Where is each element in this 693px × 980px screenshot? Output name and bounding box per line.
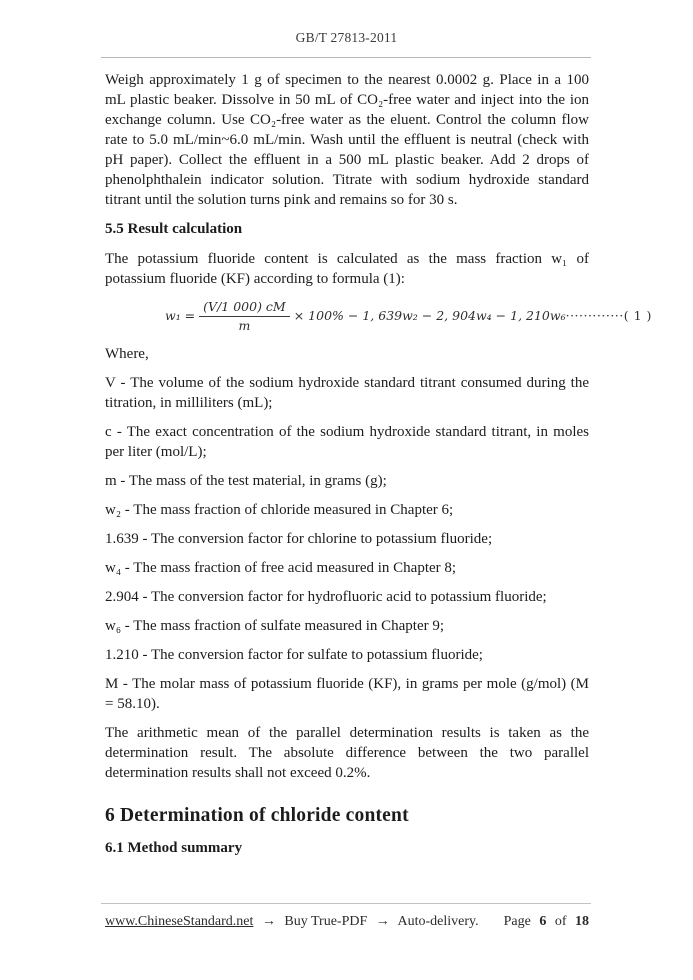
doc-number: GB/T 27813-2011 (295, 30, 398, 45)
heading-5-5: 5.5 Result calculation (105, 221, 243, 237)
footer-source-line (105, 914, 479, 930)
page-label: Page (503, 914, 531, 929)
formula-fraction (199, 298, 290, 334)
footer-delivery-label: Auto-delivery. (397, 914, 479, 929)
paragraph-mean: The arithmetic mean of the parallel determination results is taken as the determination result. The absolute difference between the two parallel determination results shall not exceed 0.2%. (105, 725, 589, 781)
page-of-label: of (554, 914, 567, 929)
definition-w2: w₂ - The mass fraction of chloride measured in Chapter 6; (105, 502, 454, 518)
definition-2904: 2.904 - The conversion factor for hydrofluoric acid to potassium fluoride; (105, 589, 547, 605)
definition-m: m - The mass of the test material, in grams (g); (105, 473, 387, 489)
definition-1210: 1.210 - The conversion factor for sulfate to potassium fluoride; (105, 647, 483, 663)
footer-divider (101, 903, 591, 904)
definition-molar-mass: M - The molar mass of potassium fluoride (KF), in grams per mole (g/mol) (M = 58.10). (105, 676, 589, 712)
paragraph-intro: The potassium fluoride content is calculated as the mass fraction w₁ of potassium fluoride (KF) according to formula (1): (105, 251, 589, 287)
page-footer (105, 914, 589, 930)
formula-numerator: (V/1 000) cM (199, 298, 290, 317)
arrow-icon: → (261, 914, 276, 929)
definition-w4: w₄ - The mass fraction of free acid measured in Chapter 8; (105, 560, 457, 576)
footer-buy-label: Buy True-PDF (284, 914, 368, 929)
formula-denominator: m (238, 318, 251, 333)
page-total: 18 (575, 914, 589, 929)
header-divider (101, 57, 591, 58)
definition-w6: w₆ - The mass fraction of sulfate measured in Chapter 9; (105, 618, 445, 634)
paragraph-method: Weigh approximately 1 g of specimen to the nearest 0.0002 g. Place in a 100 mL plastic beaker. Dissolve in 50 mL of CO₂-free water and inject into the ion exchange column. Use CO₂-free water as the eluent. Control the column flow rate to 5.0 mL/min~6.0 mL/min. Wash until the effluent is neutral (check with pH paper). Collect the effluent in a 500 mL plastic beaker. Add 2 drops of phenolphthalein indicator solution. Titrate with sodium hydroxide standard titrant until the solution turns pink and remains so for 30 s. (105, 72, 589, 208)
document-content (105, 70, 652, 868)
formula-1 (105, 298, 652, 334)
where-label: Where, (105, 346, 149, 362)
heading-6: 6 Determination of chloride content (105, 805, 409, 826)
page-current: 6 (539, 914, 547, 929)
arrow-icon: → (375, 914, 390, 929)
formula-lhs: w₁ = (165, 308, 196, 323)
definition-1639: 1.639 - The conversion factor for chlorine to potassium fluoride; (105, 531, 493, 547)
formula-number-label: ·············( 1 ) (565, 308, 652, 323)
chinesestandard-link[interactable]: www.ChineseStandard.net (105, 914, 254, 929)
page-indicator (499, 914, 589, 930)
definition-c: c - The exact concentration of the sodium hydroxide standard titrant, in moles per liter (mol/L); (105, 424, 589, 460)
heading-6-1: 6.1 Method summary (105, 840, 243, 856)
page-header (0, 30, 693, 46)
formula-rhs: × 100% − 1, 639w₂ − 2, 904w₄ − 1, 210w₆ (293, 308, 566, 323)
definition-v: V - The volume of the sodium hydroxide standard titrant consumed during the titration, in milliliters (mL); (105, 375, 589, 411)
